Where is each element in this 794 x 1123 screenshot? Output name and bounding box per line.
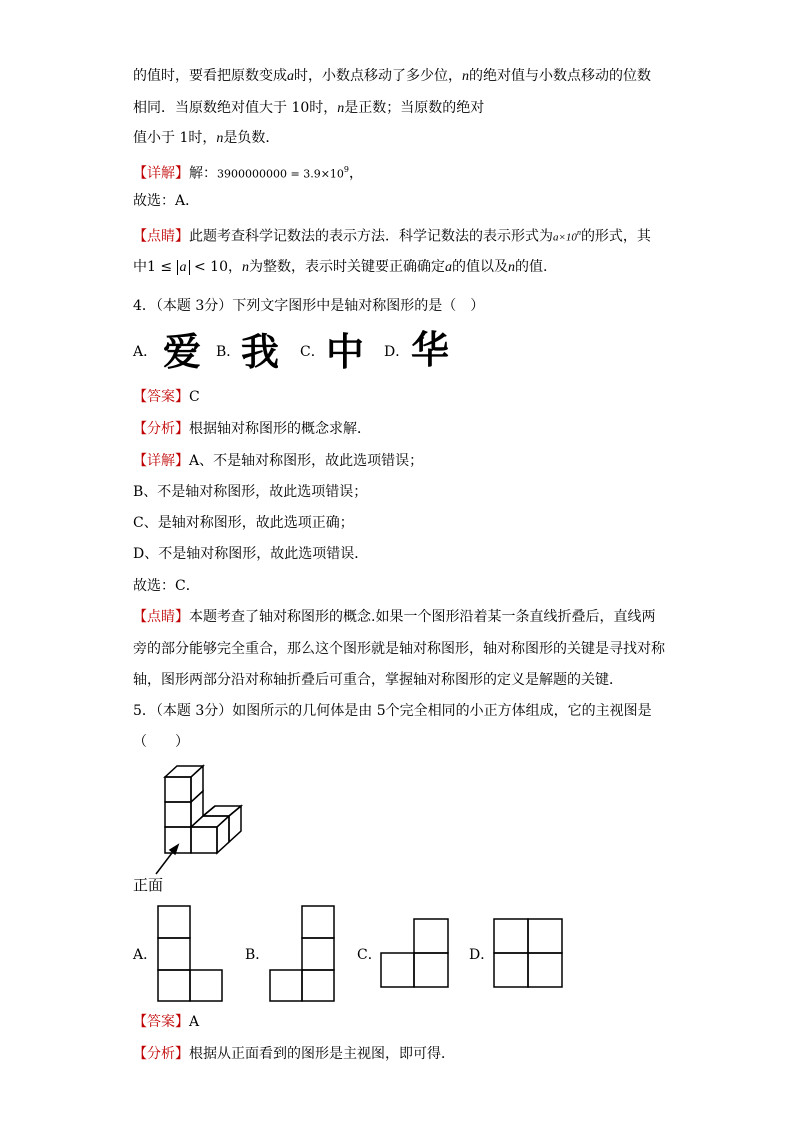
var-n: n bbox=[462, 69, 469, 84]
front-label: 正面 bbox=[133, 876, 164, 894]
q4-option-b-glyph: 我 bbox=[241, 330, 280, 374]
q4-choose: 故选：C． bbox=[133, 578, 200, 594]
comment-tag: 【点睛】 bbox=[133, 228, 189, 245]
q5-option-b-figure bbox=[270, 906, 334, 1001]
q4-comment-line3: 轴，图形两部分沿对称轴折叠后可重合，掌握轴对称图形的定义是解题的关键． bbox=[133, 672, 623, 688]
q5-option-a-label: A． bbox=[133, 947, 158, 963]
q4-option-c-glyph: 中 bbox=[326, 330, 365, 374]
cube-front bbox=[165, 802, 191, 827]
q5-option-d-label: D． bbox=[469, 947, 495, 963]
q4-option-b-label: B． bbox=[216, 344, 241, 360]
cube-front bbox=[165, 777, 191, 802]
q5-option-d-figure bbox=[494, 919, 562, 987]
question4-stem: 4．（本题 3分）下列文字图形中是轴对称图形的是（ ） bbox=[133, 298, 485, 314]
q4-detail-line3: C、是轴对称图形，故此选项正确； bbox=[133, 515, 354, 531]
q4-detail-line2: B、不是轴对称图形，故此选项错误； bbox=[133, 484, 368, 500]
q5-option-b-label: B． bbox=[245, 947, 270, 963]
solution3-comment-line2: 中1 ≤ a < 10，n为整数，表示时关键要正确确定a的值以及n的值. bbox=[133, 259, 548, 275]
solution3-line3: 值小于 1时，n是负数． bbox=[133, 130, 280, 146]
solution3-detail: 【详解】解：$3900000000 = 3.9\times 10^9$， bbox=[133, 165, 363, 182]
detail-tag: 【详解】 bbox=[133, 165, 189, 182]
q4-detail-line4: D、不是轴对称图形，故此选项错误． bbox=[133, 546, 369, 562]
q5-analysis: 【分析】根据从正面看到的图形是主视图，即可得． bbox=[133, 1046, 455, 1062]
cube-side bbox=[229, 806, 241, 842]
q4-analysis: 【分析】根据轴对称图形的概念求解． bbox=[133, 421, 371, 437]
q4-comment-line2: 旁的部分能够完全重合，那么这个图形就是轴对称图形，轴对称图形的关键是寻找对称 bbox=[133, 641, 665, 657]
q4-option-c-label: C． bbox=[300, 344, 325, 360]
cube-side bbox=[217, 816, 229, 853]
q4-answer: 【答案】C bbox=[133, 389, 200, 405]
solution3-line1: 的值时，要看把原数变成a时，小数点移动了多少位，n的绝对值与小数点移动的位数 bbox=[133, 68, 651, 84]
detail-formula: 3900000000 = 3.9×10 bbox=[217, 167, 344, 181]
q4-option-a-label: A． bbox=[133, 344, 158, 360]
solution3-comment-line1: 【点睛】此题考查科学记数法的表示方法．科学记数法的表示形式为$a\times 10^n$的形式，其 bbox=[133, 228, 651, 245]
abs-a: a bbox=[177, 260, 190, 275]
q4-comment-line1: 【点睛】本题考查了轴对称图形的概念.如果一个图形沿着某一条直线折叠后，直线两 bbox=[133, 609, 656, 625]
q4-option-a-glyph: 爱 bbox=[163, 330, 202, 374]
q5-option-c-label: C． bbox=[357, 947, 382, 963]
question5-stem-line2: （ ） bbox=[133, 734, 189, 750]
question5-stem-line1: 5．（本题 3分）如图所示的几何体是由 5个完全相同的小正方体组成，它的主视图是 bbox=[133, 703, 652, 719]
solution3-line2: 相同．当原数绝对值大于 10时，n是正数；当原数的绝对 bbox=[133, 100, 485, 116]
q4-detail-line1: 【详解】A、不是轴对称图形，故此选项错误； bbox=[133, 453, 424, 469]
q5-option-a-figure bbox=[158, 906, 222, 1001]
q4-option-d-glyph: 华 bbox=[411, 328, 450, 372]
front-arrow-icon bbox=[156, 845, 178, 874]
q5-option-c-figure bbox=[381, 919, 448, 987]
q4-option-d-label: D． bbox=[384, 344, 410, 360]
cube-front bbox=[165, 827, 191, 853]
solution3-choose: 故选：A． bbox=[133, 193, 200, 209]
q5-answer: 【答案】A bbox=[133, 1014, 200, 1030]
cube-front bbox=[191, 827, 217, 853]
var-a: a bbox=[287, 69, 294, 84]
